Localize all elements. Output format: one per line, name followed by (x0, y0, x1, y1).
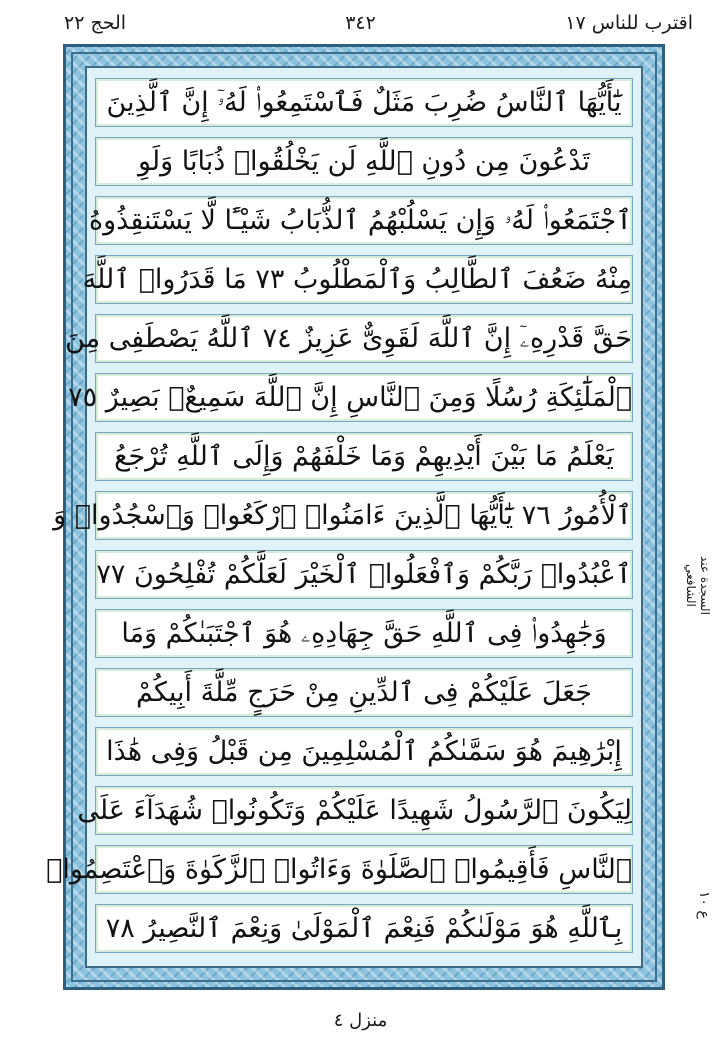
verse-line: حَقَّ قَدْرِهِۦٓ إِنَّ ٱللَّهَ لَقَوِىٌّ عَزِيزٌ ٧٤ ٱللَّهُ يَصْطَفِى مِنَ (95, 314, 633, 363)
verse-line: لِيَكُونَ ٱلرَّسُولُ شَهِيدًا عَلَيْكُمْ وَتَكُونُوا۟ شُهَدَآءَ عَلَى (95, 786, 633, 835)
text-panel (46, 66, 643, 968)
ruku-margin-note: ع ١٠ (696, 891, 712, 919)
verse-line: وَجَٰهِدُوا۟ فِى ٱللَّهِ حَقَّ جِهَادِهِۦ هُوَ ٱجْتَبَىٰكُمْ وَمَا (95, 609, 633, 658)
verse-line: يَٰٓأَيُّهَا ٱلنَّاسُ ضُرِبَ مَثَلٌ فَٱسْتَمِعُوا۟ لَهُۥٓ إِنَّ ٱلَّذِينَ (95, 78, 633, 127)
page-number: ٣٤٢ (345, 12, 376, 34)
verse-line: تَدْعُونَ مِن دُونِ ٱللَّهِ لَن يَخْلُقُوا۟ ذُبَابًا وَلَوِ (95, 137, 633, 186)
sajda-margin-note: السجدة عند الشافعي (684, 555, 712, 615)
manzil-footer: منزل ٤ (333, 1010, 388, 1031)
verse-line: ٱلْأُمُورُ ٧٦ يَٰٓأَيُّهَا ٱلَّذِينَ ءَامَنُوا۟ ٱرْكَعُوا۟ وَٱسْجُدُوا۟ وَ (95, 491, 633, 540)
verse-line: ٱلنَّاسِ فَأَقِيمُوا۟ ٱلصَّلَوٰةَ وَءَاتُوا۟ ٱلزَّكَوٰةَ وَٱعْتَصِمُوا۟ (95, 845, 633, 894)
verse-line: بِٱللَّهِ هُوَ مَوْلَىٰكُمْ فَنِعْمَ ٱلْمَوْلَىٰ وَنِعْمَ ٱلنَّصِيرُ ٧٨ (95, 904, 633, 953)
verse-line: ٱعْبُدُوا۟ رَبَّكُمْ وَٱفْعَلُوا۟ ٱلْخَيْرَ لَعَلَّكُمْ تُفْلِحُونَ ٧٧ (95, 550, 633, 599)
verse-line: ٱلْمَلَٰٓئِكَةِ رُسُلًا وَمِنَ ٱلنَّاسِ إِنَّ ٱللَّهَ سَمِيعٌۢ بَصِيرٌ ٧٥ (95, 373, 633, 422)
verse-line: ٱجْتَمَعُوا۟ لَهُۥ وَإِن يَسْلُبْهُمُ ٱلذُّبَابُ شَيْـًٔا لَّا يَسْتَنقِذُوهُ (95, 196, 633, 245)
verse-line: إِبْرَٰهِيمَ هُوَ سَمَّىٰكُمُ ٱلْمُسْلِمِينَ مِن قَبْلُ وَفِى هَٰذَا (95, 727, 633, 776)
verse-line: جَعَلَ عَلَيْكُمْ فِى ٱلدِّينِ مِنْ حَرَجٍ مِّلَّةَ أَبِيكُمْ (95, 668, 633, 717)
verse-line: مِنْهُ ضَعُفَ ٱلطَّالِبُ وَٱلْمَطْلُوبُ ٧٣ مَا قَدَرُوا۟ ٱللَّهَ (95, 255, 633, 304)
verse-line: يَعْلَمُ مَا بَيْنَ أَيْدِيهِمْ وَمَا خَلْفَهُمْ وَإِلَى ٱللَّهِ تُرْجَعُ (95, 432, 633, 481)
juz-name-header: اقترب للناس ١٧ (565, 12, 693, 34)
surah-name-header: الحج ٢٢ (64, 12, 127, 34)
